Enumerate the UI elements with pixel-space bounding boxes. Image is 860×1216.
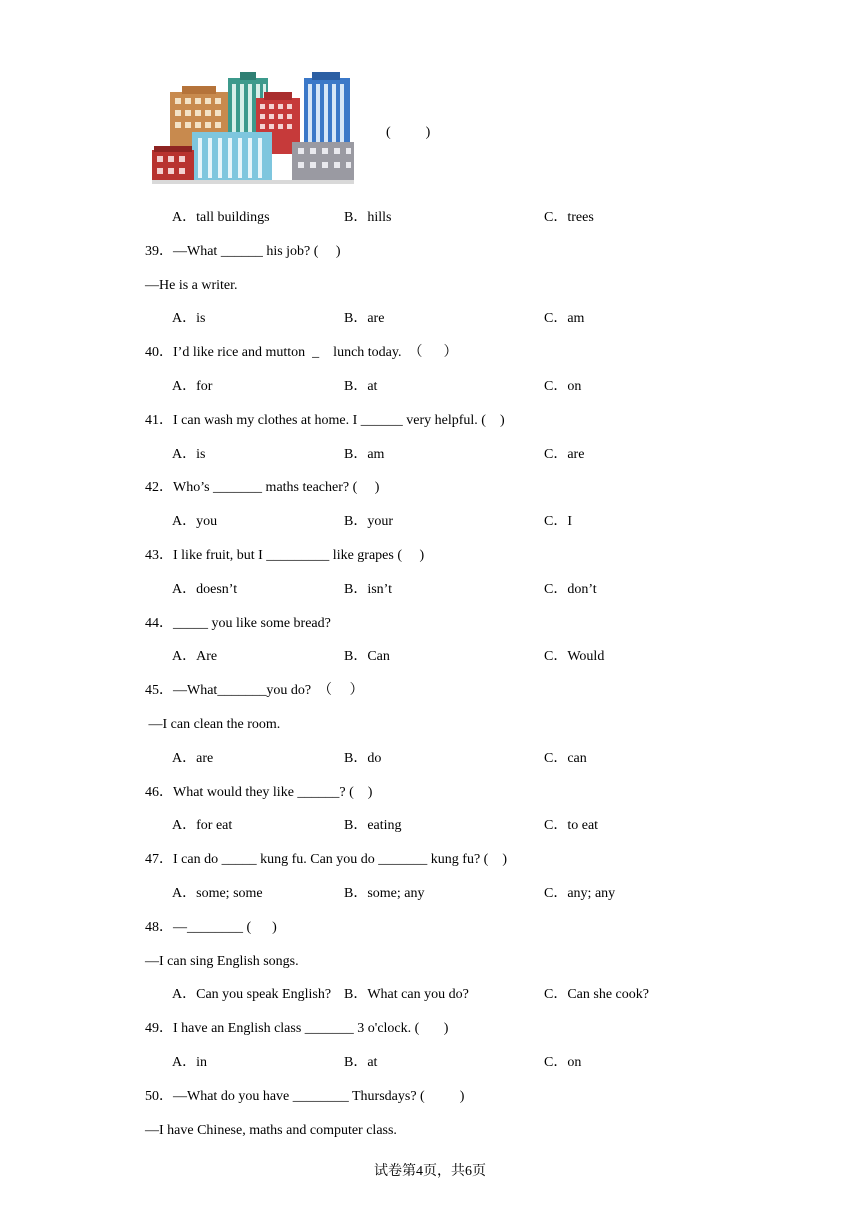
option-text: is [196, 311, 206, 327]
option-c [544, 310, 584, 328]
option-letter: C． [544, 446, 568, 462]
option-c [544, 986, 649, 1004]
option-letter: B． [344, 581, 368, 597]
option-letter: A． [172, 750, 197, 766]
option-letter: B． [344, 210, 368, 225]
option-b [344, 885, 425, 903]
option-letter: C． [544, 379, 568, 394]
question-50-stem: 50．—What do you have ________ Thursdays? ( ) [145, 1088, 465, 1104]
question-48-dialogue: —I can sing English songs. [145, 953, 299, 969]
option-letter: C． [544, 581, 568, 597]
option-letter: A． [172, 987, 197, 1003]
option-b [344, 648, 390, 666]
option-letter: A． [172, 446, 197, 462]
option-letter: C． [544, 818, 568, 834]
option-text: are [367, 311, 385, 327]
option-letter: A． [172, 379, 197, 394]
option-letter: B． [344, 446, 368, 462]
page-footer: 试卷第4页，共6页 [374, 1164, 486, 1179]
option-a [172, 817, 232, 835]
option-text: at [367, 379, 378, 394]
option-a [172, 209, 270, 227]
option-text: Are [196, 649, 218, 665]
question-47-stem: 47．I can do _____ kung fu. Can you do _______ kung fu? ( ) [145, 852, 508, 868]
option-letter: C． [544, 987, 568, 1003]
option-text: Would [567, 649, 605, 665]
option-text: What can you do? [367, 987, 469, 1003]
option-text: trees [567, 210, 594, 225]
option-text: isn’t [367, 581, 392, 597]
question-50-dialogue: —I have Chinese, maths and computer class. [145, 1122, 397, 1138]
option-letter: B． [344, 514, 368, 530]
option-letter: A． [172, 649, 197, 665]
option-text: Can she cook? [567, 987, 649, 1003]
option-text: don’t [567, 581, 597, 597]
option-a [172, 310, 205, 328]
option-text: to eat [567, 818, 599, 834]
option-letter: B． [344, 750, 368, 766]
option-text: in [196, 1055, 208, 1070]
option-text: you [196, 514, 218, 530]
option-letter: B． [344, 1055, 368, 1070]
question-39-stem: 39．—What ______ his job? ( ) [145, 243, 341, 259]
option-c [544, 513, 572, 531]
option-letter: C． [544, 514, 568, 530]
question-45-dialogue: —I can clean the room. [145, 717, 281, 732]
option-text: some; some [196, 886, 263, 901]
option-a [172, 885, 263, 903]
option-letter: C． [544, 886, 568, 901]
option-text: can [567, 750, 587, 766]
question-42-stem: 42．Who’s _______ maths teacher? ( ) [145, 480, 380, 496]
option-a [172, 446, 205, 464]
option-text: are [196, 750, 214, 766]
option-letter: C． [544, 1055, 568, 1070]
option-letter: B． [344, 987, 368, 1003]
answer-parentheses: ( ) [386, 125, 431, 140]
option-text: for [196, 379, 213, 394]
option-text: is [196, 446, 206, 462]
question-40-stem: 40．I’d like rice and mutton _ lunch today. （ ） [145, 345, 458, 361]
option-text: are [567, 446, 585, 462]
question-41-stem: 41．I can wash my clothes at home. I ______ very helpful. ( ) [145, 412, 505, 428]
option-b [344, 310, 384, 328]
option-text: do [367, 750, 382, 766]
option-b [344, 581, 392, 599]
question-49-stem: 49．I have an English class _______ 3 o'clock. ( ) [145, 1021, 449, 1037]
option-c [544, 378, 581, 396]
option-letter: B． [344, 818, 368, 834]
question-46-stem: 46．What would they like ______? ( ) [145, 784, 373, 800]
option-text: Can you speak English? [196, 987, 332, 1003]
option-b [344, 750, 381, 768]
option-c [544, 1054, 581, 1072]
question-43-stem: 43．I like fruit, but I _________ like grapes ( ) [145, 548, 425, 563]
option-a [172, 648, 217, 666]
option-a [172, 378, 212, 396]
option-letter: A． [172, 210, 197, 225]
option-b [344, 513, 393, 531]
option-letter: A． [172, 818, 197, 834]
option-letter: C． [544, 311, 568, 327]
option-text: on [567, 379, 582, 394]
option-letter: B． [344, 886, 368, 901]
option-c [544, 885, 615, 903]
option-c [544, 648, 604, 666]
option-letter: A． [172, 514, 197, 530]
tall-buildings-illustration [152, 72, 354, 184]
option-letter: C． [544, 649, 568, 665]
option-letter: B． [344, 649, 368, 665]
option-text: for eat [196, 818, 233, 834]
option-letter: A． [172, 311, 197, 327]
option-text: on [567, 1055, 582, 1070]
option-a [172, 750, 213, 768]
option-text: tall buildings [196, 210, 270, 225]
option-text: some; any [367, 886, 425, 901]
option-c [544, 750, 587, 768]
option-a [172, 986, 331, 1004]
option-b [344, 817, 402, 835]
option-text: I [567, 514, 573, 530]
question-44-stem: 44．_____ you like some bread? [145, 615, 331, 631]
option-c [544, 581, 597, 599]
option-c [544, 209, 594, 227]
option-text: Can [367, 649, 390, 665]
option-text: doesn’t [196, 581, 238, 597]
option-letter: C． [544, 750, 568, 766]
option-b [344, 1054, 377, 1072]
question-48-stem: 48．—________ ( ) [145, 919, 277, 935]
option-a [172, 1054, 207, 1072]
question-39-dialogue: —He is a writer. [145, 277, 238, 293]
option-b [344, 986, 469, 1004]
option-letter: C． [544, 210, 568, 225]
option-text: am [567, 311, 585, 327]
option-text: any; any [567, 886, 616, 901]
option-text: am [367, 446, 385, 462]
option-b [344, 378, 377, 396]
question-45-stem: 45．—What_______you do? （ ） [145, 683, 364, 699]
option-c [544, 446, 584, 464]
option-text: at [367, 1055, 378, 1070]
option-c [544, 817, 598, 835]
option-text: your [367, 514, 394, 530]
option-text: eating [367, 818, 402, 834]
option-letter: B． [344, 311, 368, 327]
option-letter: A． [172, 886, 197, 901]
option-letter: A． [172, 1055, 197, 1070]
option-b [344, 446, 384, 464]
option-a [172, 513, 217, 531]
option-text: hills [367, 210, 392, 225]
option-a [172, 581, 237, 599]
option-b [344, 209, 391, 227]
option-letter: A． [172, 581, 197, 597]
option-letter: B． [344, 379, 368, 394]
